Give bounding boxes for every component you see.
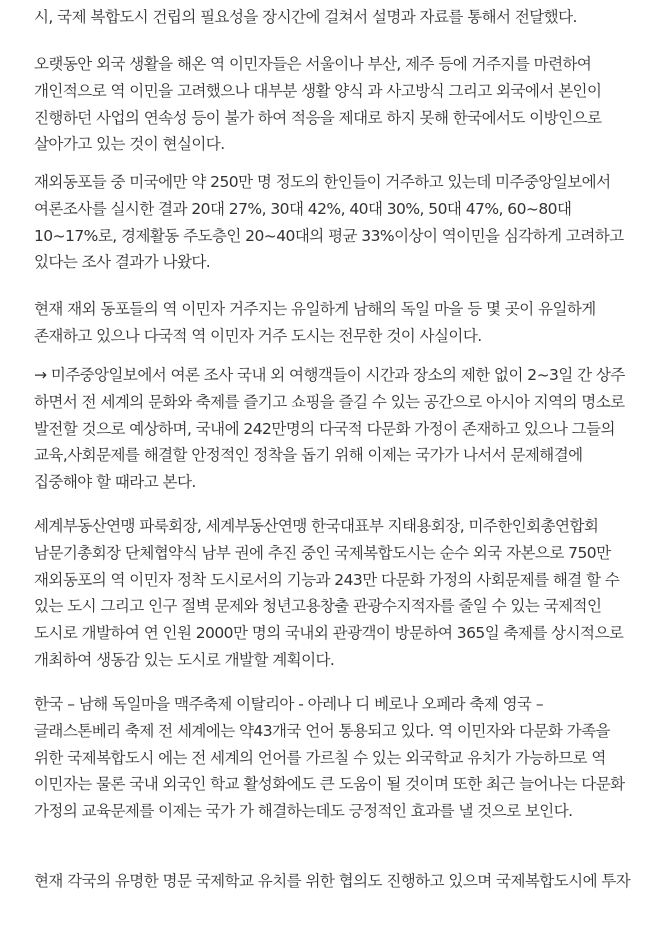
article-paragraph: → 미주중앙일보에서 여론 조사 국내 외 여행객들이 시간과 장소의 제한 없이 2~3일 간 상주 하면서 전 세계의 문화와 축제를 즐기고 쇼핑을 즐길 수 있는 공간으로 아시아 지역의 명소로 발전할 것으로 예상하며, 국내에 242만명의 다국적 다문화 가정이 존재하고 있으나 그들의 교육,사회문제를 해결할 안정적인 정착을 돕기 위해 이제는 국가가 나서서 문제해결에 집중해야 할 때라고 본다. [34, 366, 625, 492]
article-paragraph: 현재 각국의 유명한 명문 국제학교 유치를 위한 협의도 진행하고 있으며 국제복합도시에 투자 [34, 872, 631, 890]
article-paragraph: 한국 – 남해 독일마을 맥주축제 이탈리아 - 아레나 디 베로나 오페라 축제 영국 – 글래스톤베리 축제 전 세계에는 약43개국 언어 통용되고 있다. 역 이민자와 다문화 가족을 위한 국제복합도시 에는 전 세계의 언어를 가르칠 수 있는 외국학교 유치가 가능하므로 역 이민자는 물론 국내 외국인 학교 활성화에도 큰 도움이 될 것이며 또한 최근 늘어나는 다문화 가정의 교육문제를 이제는 국가 가 해결하는데도 긍정적인 효과를 낼 것으로 보인다. [34, 695, 625, 821]
article-paragraph: 오랫동안 외국 생활을 해온 역 이민자들은 서울이나 부산, 제주 등에 거주지를 마련하여 개인적으로 역 이민을 고려했으나 대부분 생활 양식 과 사고방식 그리고 외국에서 본인이 진행하던 사업의 연속성 등이 불가 하여 적응을 제대로 하지 못해 한국에서도 이방인으로 살아가고 있는 것이 현실이다. [34, 55, 602, 154]
article-paragraph: 시, 국제 복합도시 건립의 필요성을 장시간에 걸쳐서 설명과 자료를 통해서 전달했다. [34, 8, 577, 26]
article-paragraph: 현재 재외 동포들의 역 이민자 거주지는 유일하게 남해의 독일 마을 등 몇 곳이 유일하게 존재하고 있으나 다국적 역 이민자 거주 도시는 전무한 것이 사실이다. [34, 300, 596, 345]
article-paragraph: 세계부동산연맹 파룩회장, 세계부동산연맹 한국대표부 지태용회장, 미주한인회총연합회 남문기총회장 단체협약식 남부 권에 추진 중인 국제복합도시는 순수 외국 자본으로 750만 재외동포의 역 이민자 정착 도시로서의 기능과 243만 다문화 가정의 사회문제를 해결 할 수 있는 도시 그리고 인구 절벽 문제와 청년고용창출 관광수지적자를 줄일 수 있는 국제적인 도시로 개발하여 연 인원 2000만 명의 국내외 관광객이 방문하여 365일 축제를 상시적으로 개최하여 생동감 있는 도시로 개발할 계획이다. [34, 517, 624, 669]
article-paragraph: 재외동포들 중 미국에만 약 250만 명 정도의 한인들이 거주하고 있는데 미주중앙일보에서 여론조사를 실시한 결과 20대 27%, 30대 42%, 40대 30%, 50대 47%, 60~80대 10~17%로, 경제활동 주도층인 20~40대의 평균 33%이상이 역이민을 심각하게 고려하고 있다는 조사 결과가 나왔다. [34, 173, 624, 272]
